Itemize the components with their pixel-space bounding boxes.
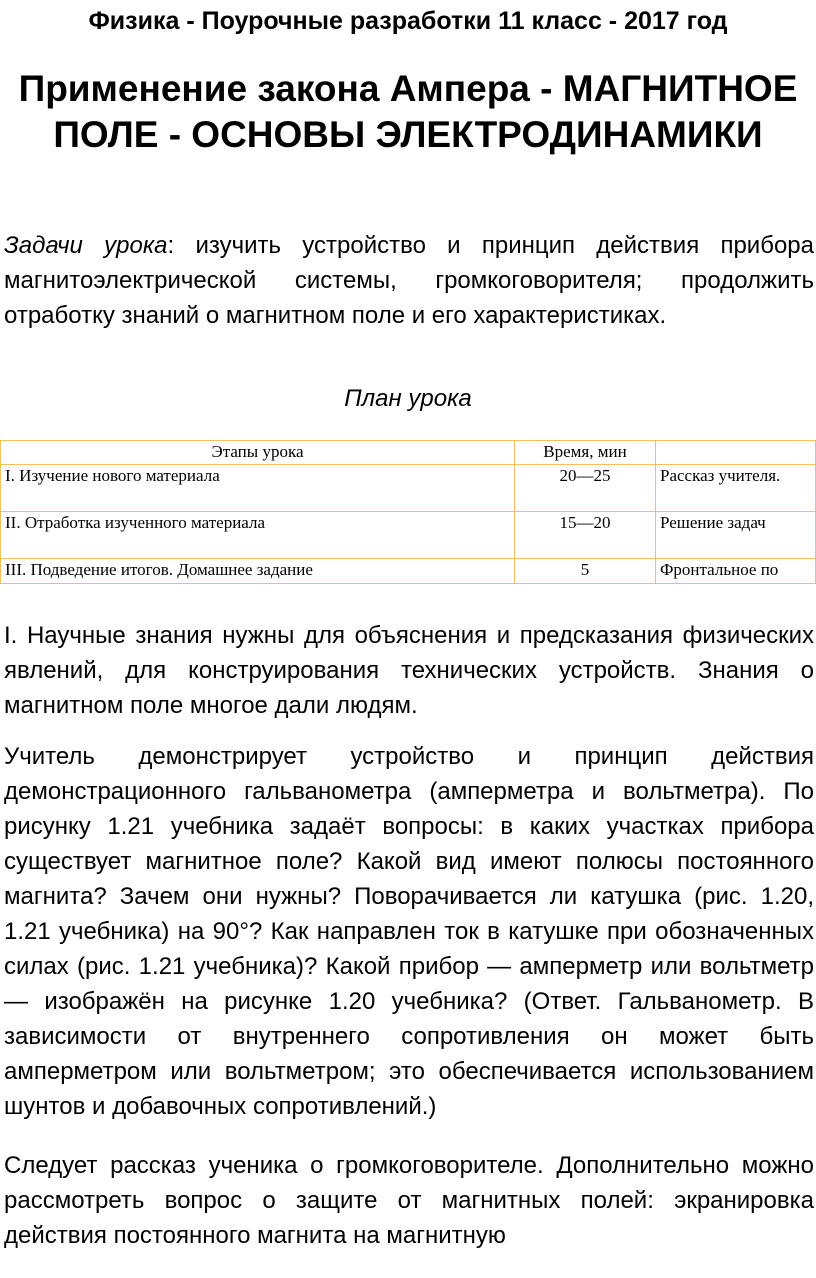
column-header-stages: Этапы урока: [1, 441, 515, 465]
table-row: [1, 559, 816, 584]
objectives-text: : изучить устройство и принцип действия прибора магнитоэлектрической системы, громкоговорителя; продолжить отработку знаний о магнитном поле и его характеристиках.: [4, 232, 814, 329]
time-cell: 15—20: [515, 512, 656, 559]
method-cell: Решение задач: [656, 512, 816, 559]
paragraph-loudspeaker: Следует рассказ ученика о громкоговорителе. Дополнительно можно рассмотреть вопрос о защите от магнитных полей: экранировка действия постоянного магнита на магнитную: [4, 1152, 814, 1249]
table-row: [1, 512, 816, 559]
stage-cell: II. Отработка изученного материала: [1, 512, 515, 559]
objectives-label: Задачи урока: [4, 232, 168, 259]
paragraph-scientific-knowledge: I. Научные знания нужны для объяснения и предсказания физических явлений, для конструирования технических устройств. Знания о магнитном поле многое дали людям.: [4, 622, 814, 719]
lesson-plan-table: [0, 440, 816, 584]
table-row: [1, 465, 816, 512]
plan-heading: План урока: [344, 385, 472, 412]
stage-cell: I. Изучение нового материала: [1, 465, 515, 512]
column-header-method: [656, 441, 816, 465]
time-cell: 20—25: [515, 465, 656, 512]
column-header-time: Время, мин: [515, 441, 656, 465]
stage-cell: III. Подведение итогов. Домашнее задание: [1, 559, 515, 584]
paragraph-galvanometer-demo: Учитель демонстрирует устройство и принцип действия демонстрационного гальванометра (амперметра и вольтметра). По рисунку 1.21 учебника задаёт вопросы: в каких участках прибора существует магнитное поле? Какой вид имеют полюсы постоянного магнита? Зачем они нужны? Поворачивается ли катушка (рис. 1.20, 1.21 учебника) на 90°? Как направлен ток в катушке при обозначенных силах (рис. 1.21 учебника)? Какой прибор — амперметр или вольтметр — изображён на рисунке 1.20 учебника? (Ответ. Гальванометр. В зависимости от внутреннего сопротивления он может быть амперметром или вольтметром; это обеспечивается использованием шунтов и добавочных сопротивлений.): [4, 743, 814, 1120]
method-cell: Рассказ учителя.: [656, 465, 816, 512]
lesson-objectives: [4, 228, 814, 333]
table-header-row: [1, 441, 816, 465]
lesson-title: Применение закона Ампера - МАГНИТНОЕ ПОЛЕ - ОСНОВЫ ЭЛЕКТРОДИНАМИКИ: [18, 68, 798, 155]
document-header: Физика - Поурочные разработки 11 класс - 2017 год: [88, 7, 728, 35]
method-cell: Фронтальное по: [656, 559, 816, 584]
time-cell: 5: [515, 559, 656, 584]
